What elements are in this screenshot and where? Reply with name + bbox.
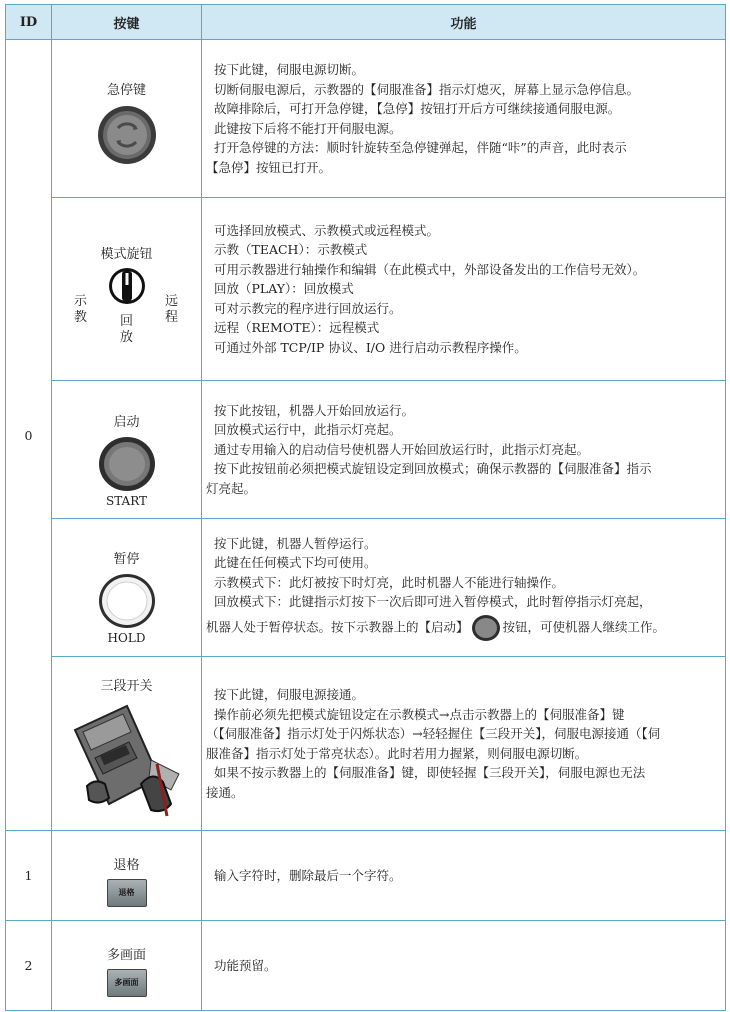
table-row: [6, 198, 726, 381]
function-line: 回放模式运行中，此指示灯亮起。: [214, 422, 402, 438]
function-cell: [202, 921, 726, 1011]
function-line: 服准备】指示灯处于常亮状态）。此时若用力握紧，则伺服电源切断。: [206, 745, 588, 761]
backspace-key-icon: 退格: [107, 879, 147, 907]
function-line: 打开急停键的方法：顺时针旋转至急停键弹起，伴随“咔”的声音，此时表示: [214, 140, 627, 155]
mode-selector: [52, 262, 201, 372]
function-table: [5, 4, 726, 1011]
function-line: 此键在任何模式下均可使用。: [214, 555, 377, 570]
function-line: 如果不按示教器上的【伺服准备】键，即使轻握【三段开关】，伺服电源也无法: [214, 765, 646, 780]
function-cell: [202, 519, 726, 657]
key-name: 三段开关: [100, 679, 153, 694]
row-id: 0: [6, 40, 52, 831]
function-line: （【伺服准备】指示灯处于闪烁状态）→轻轻握住【三段开关】，伺服电源接通（【伺: [206, 726, 661, 741]
function-line: 此键按下后将不能打开伺服电源。: [214, 120, 402, 136]
mode-label-teach: 示 教: [74, 293, 88, 325]
key-cell: [52, 198, 202, 381]
function-line: 功能预留。: [214, 957, 277, 973]
function-line: 示教模式下：此灯被按下时灯亮，此时机器人不能进行轴操作。: [214, 574, 565, 590]
table-row: [6, 921, 726, 1011]
function-line: 可用示教器进行轴操作和编辑（在此模式中，外部设备发出的工作信号无效）。: [214, 261, 646, 277]
teach-pendant-enable-switch-icon: [71, 700, 183, 820]
key-cell: [52, 921, 202, 1011]
function-line: 操作前必须先把模式旋钮设定在示教模式→点击示教器上的【伺服准备】键: [214, 706, 625, 722]
mode-label-play: 回 放: [120, 313, 134, 345]
table-header-row: [6, 5, 726, 40]
table-row: [6, 831, 726, 921]
key-cell: [52, 831, 202, 921]
key-cell: [52, 40, 202, 198]
function-text: 机器人处于暂停状态。按下示教器上的【启动】: [206, 619, 469, 634]
function-line: 按下此键，伺服电源切断。: [214, 62, 365, 77]
key-caption: HOLD: [107, 631, 146, 645]
header-function: 功能: [202, 5, 726, 40]
key-name: 启动: [113, 415, 140, 430]
function-cell: [202, 40, 726, 198]
function-line: 灯亮起。: [206, 480, 257, 496]
function-cell: [202, 831, 726, 921]
function-line: 回放（PLAY）：回放模式: [214, 281, 354, 297]
mode-knob-icon: [107, 266, 147, 306]
start-button-icon: [97, 436, 157, 492]
start-button-inline-icon: [471, 614, 501, 642]
table-row: [6, 657, 726, 831]
key-cell: [52, 657, 202, 831]
function-line: 可选择回放模式、示教模式或远程模式。: [214, 222, 440, 238]
emergency-stop-icon: [96, 104, 158, 166]
function-cell: [202, 657, 726, 831]
function-cell: [202, 198, 726, 381]
header-key: 按键: [52, 5, 202, 40]
key-name: 暂停: [113, 552, 140, 567]
function-line: 远程（REMOTE）：远程模式: [214, 320, 380, 336]
key-caption: START: [105, 494, 148, 508]
function-line: 按下此键，机器人暂停运行。: [214, 535, 377, 551]
key-name: 急停键: [106, 83, 146, 98]
function-line: 按下此按钮前必须把模式旋钮设定到回放模式；确保示教器的【伺服准备】指示: [214, 461, 652, 477]
key-name: 多画面: [106, 948, 146, 963]
table-row: [6, 381, 726, 519]
function-line: 按下此键，伺服电源接通。: [214, 687, 365, 702]
key-cell: [52, 519, 202, 657]
function-line: 接通。: [206, 784, 244, 800]
key-name: 模式旋钮: [100, 246, 153, 262]
key-cell: [52, 381, 202, 519]
mode-label-remote: 远 程: [165, 293, 179, 325]
function-line: 回放模式下：此键指示灯按下一次后即可进入暂停模式，此时暂停指示灯亮起，: [214, 594, 652, 609]
header-id: ID: [6, 5, 52, 40]
key-name: 退格: [113, 858, 140, 873]
function-line: 通过专用输入的启动信号使机器人开始回放运行时，此指示灯亮起。: [214, 441, 590, 457]
function-line: 可通过外部 TCP/IP 协议、I/O 进行启动示教程序操作。: [214, 339, 527, 355]
row-id: 2: [6, 921, 52, 1011]
table-row: [6, 519, 726, 657]
function-text: 按钮，可使机器人继续工作。: [502, 619, 666, 634]
hold-button-icon: [97, 573, 157, 629]
function-cell: [202, 381, 726, 519]
function-line: 按下此按钮，机器人开始回放运行。: [214, 402, 415, 418]
function-line: 故障排除后，可打开急停键，【急停】按钮打开后方可继续接通伺服电源。: [214, 101, 621, 116]
function-line: [206, 614, 715, 642]
function-line: 【急停】按钮已打开。: [206, 159, 332, 175]
multi-screen-key-icon: 多画面: [107, 969, 147, 997]
function-line: 示教（TEACH）：示教模式: [214, 242, 368, 258]
function-line: 可对示教完的程序进行回放运行。: [214, 300, 402, 316]
function-line: 输入字符时，删除最后一个字符。: [214, 867, 402, 883]
row-id: 1: [6, 831, 52, 921]
table-row: [6, 40, 726, 198]
function-line: 切断伺服电源后，示教器的【伺服准备】指示灯熄灭，屏幕上显示急停信息。: [214, 81, 640, 97]
